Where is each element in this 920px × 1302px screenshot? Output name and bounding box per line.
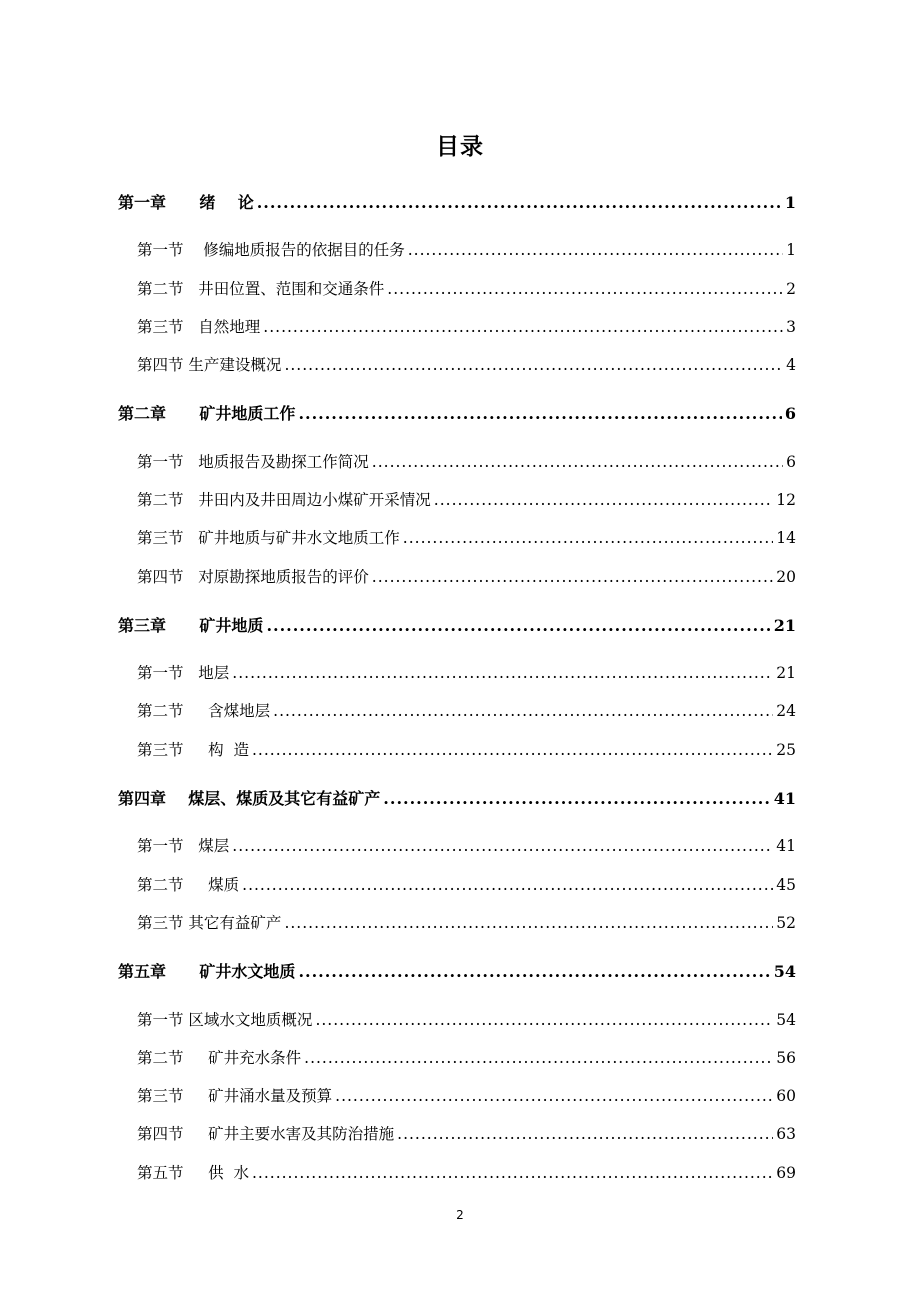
dot-leader (284, 914, 773, 932)
toc-section-entry (137, 738, 796, 760)
toc-entry-page: 41 (776, 837, 796, 855)
dot-leader (263, 318, 783, 336)
toc-entry-page: 56 (776, 1049, 796, 1067)
toc-entry-label: 第五章 矿井水文地质 (118, 962, 296, 981)
toc-entry-page: 24 (776, 702, 796, 720)
toc-entry-label: 第一节 修编地质报告的依据目的任务 (137, 241, 405, 259)
dot-leader (387, 280, 783, 298)
toc-chapter-entry (118, 959, 796, 981)
toc-entry-label: 第三节 矿井地质与矿井水文地质工作 (137, 529, 400, 547)
toc-entry-page: 20 (776, 568, 796, 586)
toc-section-entry (137, 315, 796, 337)
toc-section-entry (137, 450, 796, 472)
dot-leader (304, 1049, 773, 1067)
dot-leader (298, 404, 781, 423)
toc-entry-page: 12 (776, 491, 796, 509)
toc-entry-label: 第三节 其它有益矿产 (137, 914, 282, 932)
toc-chapter-entry (118, 786, 796, 808)
toc-entry-page: 6 (784, 404, 796, 423)
toc-section-entry (137, 661, 796, 683)
dot-leader (232, 664, 773, 682)
toc-section-entry (137, 1122, 796, 1144)
toc-chapter-entry (118, 613, 796, 635)
toc-entry-page: 60 (776, 1087, 796, 1105)
dot-leader (335, 1087, 773, 1105)
toc-entry-label: 第一节 地质报告及勘探工作简况 (137, 453, 369, 471)
toc-section-entry (137, 1008, 796, 1030)
toc-section-entry (137, 873, 796, 895)
dot-leader (383, 789, 770, 808)
toc-section-entry (137, 834, 796, 856)
toc-entry-page: 6 (786, 453, 796, 471)
dot-leader (434, 491, 773, 509)
toc-entry-label: 第一章 绪 论 (118, 193, 254, 212)
toc-section-entry (137, 1084, 796, 1106)
dot-leader (232, 837, 773, 855)
toc-section-entry (137, 277, 796, 299)
dot-leader (273, 702, 773, 720)
toc-chapter-entry (118, 401, 796, 423)
toc-section-entry (137, 238, 796, 260)
toc-entry-label: 第三节 构 造 (137, 741, 249, 759)
dot-leader (372, 453, 783, 471)
toc-entry-label: 第四节 生产建设概况 (137, 356, 282, 374)
toc-entry-page: 69 (776, 1164, 796, 1182)
toc-entry-label: 第二章 矿井地质工作 (118, 404, 296, 423)
toc-entry-label: 第五节 供 水 (137, 1164, 249, 1182)
toc-entry-label: 第三章 矿井地质 (118, 616, 264, 635)
toc-entry-page: 52 (776, 914, 796, 932)
toc-entry-page: 45 (776, 876, 796, 894)
toc-entry-label: 第二节 井田内及井田周边小煤矿开采情况 (137, 491, 431, 509)
toc-entry-label: 第四章 煤层、煤质及其它有益矿产 (118, 789, 381, 808)
toc-entry-label: 第四节 矿井主要水害及其防治措施 (137, 1125, 395, 1143)
toc-entry-label: 第一节 煤层 (137, 837, 230, 855)
toc-entry-page: 54 (776, 1011, 796, 1029)
toc-section-entry (137, 1046, 796, 1068)
page-number: 2 (456, 1208, 464, 1222)
toc-entry-page: 63 (776, 1125, 796, 1143)
toc-section-entry (137, 911, 796, 933)
dot-leader (252, 1164, 773, 1182)
toc-entry-label: 第二节 井田位置、范围和交通条件 (137, 280, 385, 298)
toc-section-entry (137, 488, 796, 510)
toc-section-entry (137, 526, 796, 548)
toc-section-entry (137, 565, 796, 587)
dot-leader (284, 356, 783, 374)
toc-entry-page: 21 (773, 616, 796, 635)
toc-entry-page: 2 (786, 280, 796, 298)
toc-chapter-entry (118, 190, 796, 212)
toc-section-entry (137, 699, 796, 721)
toc-entry-page: 3 (786, 318, 796, 336)
dot-leader (257, 193, 782, 212)
dot-leader (298, 962, 770, 981)
dot-leader (252, 741, 773, 759)
toc-entry-label: 第一节 地层 (137, 664, 230, 682)
toc-entry-label: 第三节 矿井涌水量及预算 (137, 1087, 333, 1105)
dot-leader (242, 876, 773, 894)
toc-entry-page: 1 (786, 241, 796, 259)
toc-entry-page: 54 (773, 962, 796, 981)
toc-entry-label: 第一节 区域水文地质概况 (137, 1011, 313, 1029)
toc-entry-page: 41 (773, 789, 796, 808)
dot-leader (397, 1125, 773, 1143)
toc-section-entry (137, 1161, 796, 1183)
dot-leader (372, 568, 773, 586)
toc-entry-page: 21 (776, 664, 796, 682)
toc-entry-label: 第二节 含煤地层 (137, 702, 271, 720)
toc-entry-page: 1 (784, 193, 796, 212)
toc-entry-label: 第三节 自然地理 (137, 318, 261, 336)
dot-leader (315, 1011, 773, 1029)
toc-entry-page: 25 (776, 741, 796, 759)
page-title: 目录 (436, 134, 484, 160)
toc-entry-label: 第四节 对原勘探地质报告的评价 (137, 568, 369, 586)
toc-entry-label: 第二节 矿井充水条件 (137, 1049, 302, 1067)
dot-leader (408, 241, 783, 259)
dot-leader (403, 529, 773, 547)
dot-leader (266, 616, 770, 635)
toc-entry-label: 第二节 煤质 (137, 876, 240, 894)
toc-section-entry (137, 353, 796, 375)
toc-entry-page: 14 (776, 529, 796, 547)
toc-entry-page: 4 (786, 356, 796, 374)
